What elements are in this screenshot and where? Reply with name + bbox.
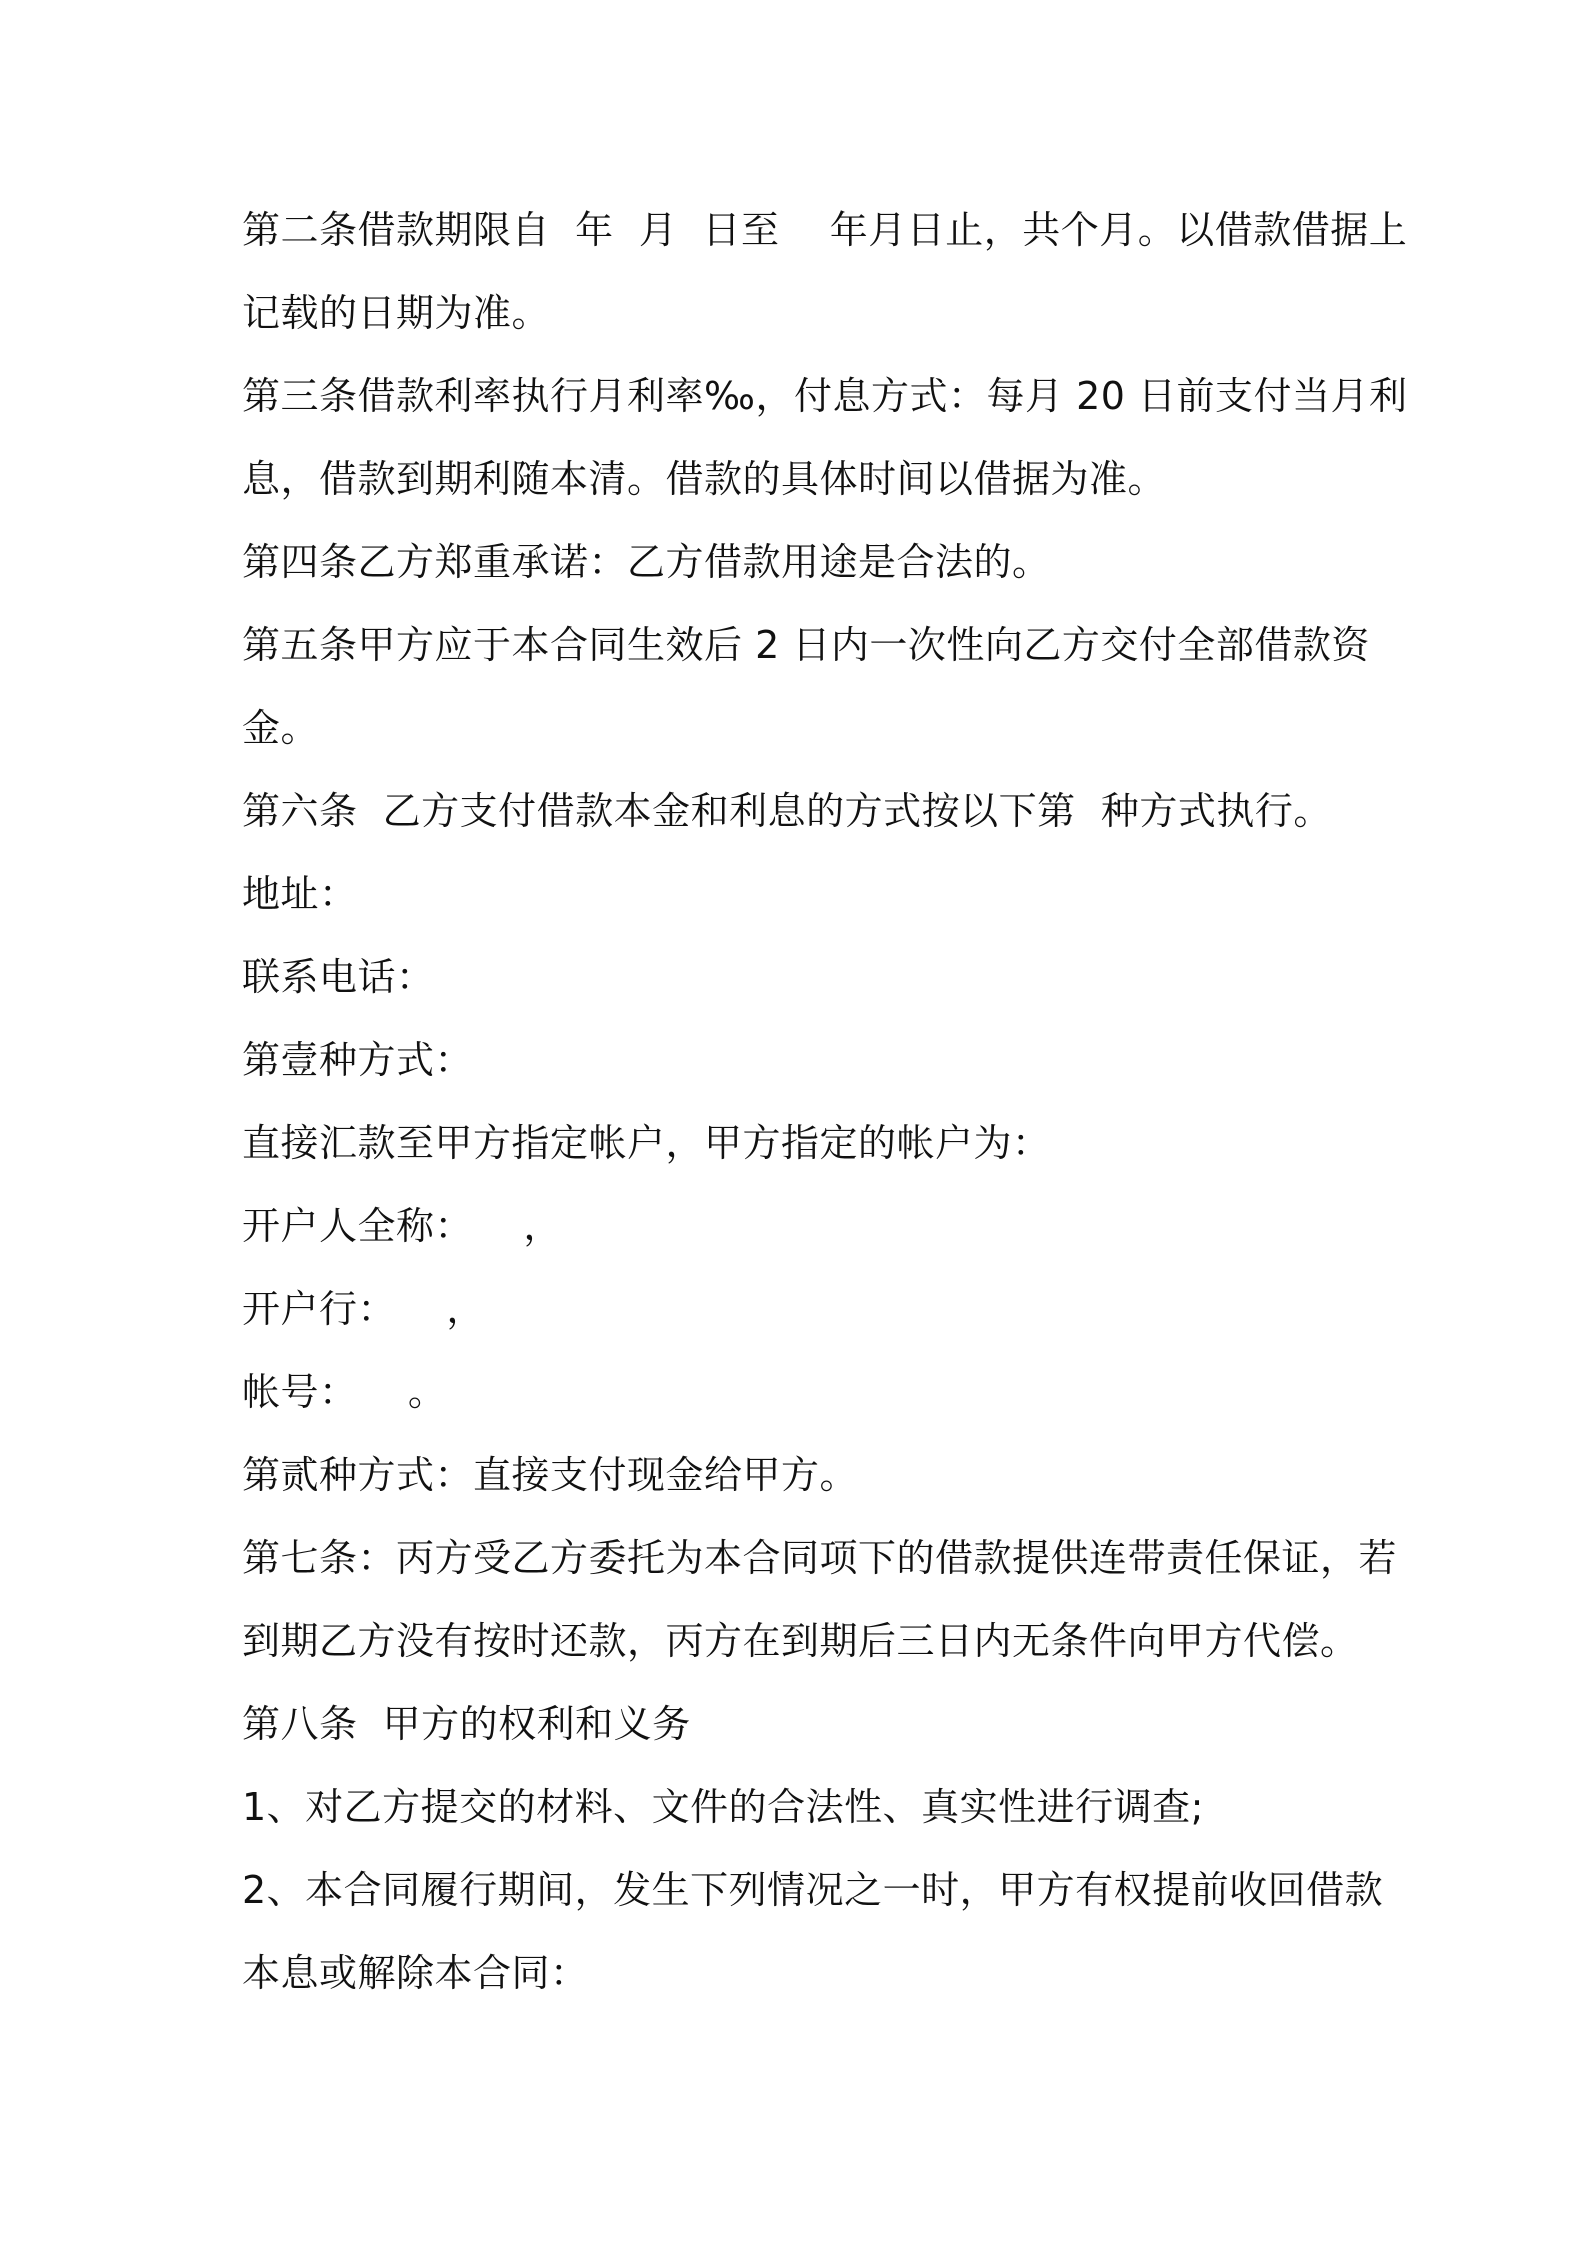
account-holder-line: 开户人全称： ，	[242, 1204, 562, 1248]
clause-6-line: 第六条 乙方支付借款本金和利息的方式按以下第 种方式执行。	[242, 789, 1332, 833]
method-1-desc: 直接汇款至甲方指定帐户，甲方指定的帐户为：	[242, 1121, 1051, 1165]
method-1-title: 第壹种方式：	[242, 1038, 474, 1082]
clause-3-line-1: 第三条借款利率执行月利率‰，付息方式：每月 20 日前支付当月利	[242, 374, 1408, 418]
clause-8-item-1: 1、对乙方提交的材料、文件的合法性、真实性进行调查;	[242, 1785, 1204, 1829]
account-number-line: 帐号： 。	[242, 1370, 447, 1414]
clause-8-item-2-line-1: 2、本合同履行期间，发生下列情况之一时，甲方有权提前收回借款	[242, 1868, 1384, 1912]
clause-2-line-1: 第二条借款期限自 年 月 日至 年月日止，共个月。以借款借据上	[242, 208, 1408, 252]
clause-8-title: 第八条 甲方的权利和义务	[242, 1702, 691, 1746]
clause-3-line-2: 息，借款到期利随本清。借款的具体时间以借据为准。	[242, 457, 1167, 501]
clause-2-line-2: 记载的日期为准。	[242, 291, 551, 335]
clause-7-line-2: 到期乙方没有按时还款，丙方在到期后三日内无条件向甲方代偿。	[242, 1619, 1359, 1663]
clause-4-line: 第四条乙方郑重承诺：乙方借款用途是合法的。	[242, 540, 1051, 584]
clause-7-line-1: 第七条：丙方受乙方委托为本合同项下的借款提供连带责任保证，若	[242, 1536, 1398, 1580]
bank-line: 开户行： ，	[242, 1287, 485, 1331]
clause-5-line-2: 金。	[242, 706, 320, 750]
address-line: 地址：	[242, 872, 358, 916]
clause-5-line-1: 第五条甲方应于本合同生效后 2 日内一次性向乙方交付全部借款资	[242, 623, 1370, 667]
phone-line: 联系电话：	[242, 955, 435, 999]
clause-8-item-2-line-2: 本息或解除本合同：	[242, 1951, 589, 1995]
method-2-line: 第贰种方式：直接支付现金给甲方。	[242, 1453, 859, 1497]
